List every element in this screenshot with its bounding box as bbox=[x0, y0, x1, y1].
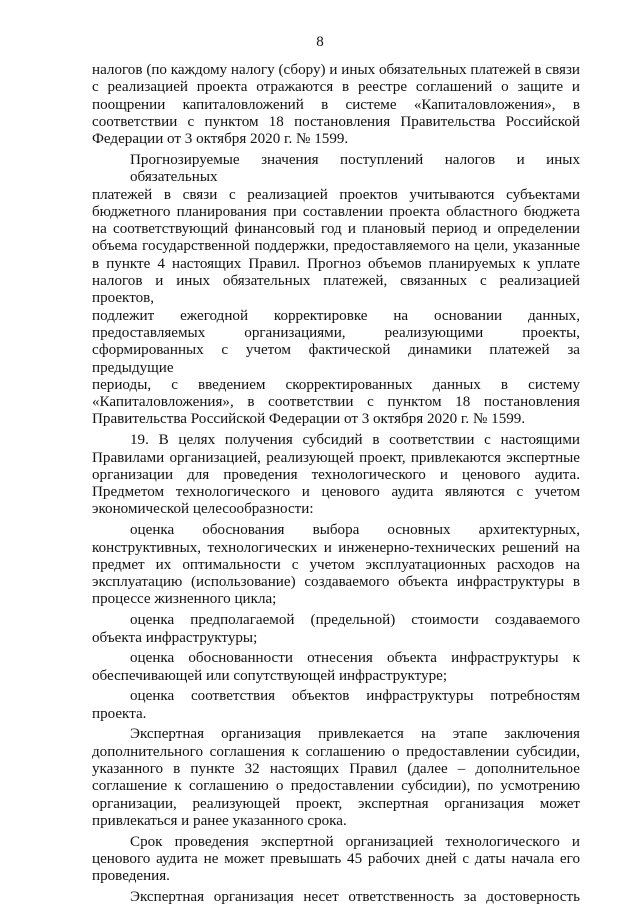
text-line: ценового аудита не может превышать 45 рабочих дней с даты начала его bbox=[92, 851, 580, 868]
text-line: проведения. bbox=[92, 868, 170, 885]
text-line: соответствии с пунктом 18 постановления Правительства Российской bbox=[92, 113, 580, 130]
document-body-text bbox=[92, 62, 580, 906]
text-line: предоставляемых организациями, реализующими проекты, bbox=[92, 324, 580, 341]
text-line: предмет их оптимальности с учетом эксплуатационных расходов на bbox=[92, 556, 580, 573]
text-line: дополнительного соглашения к соглашению о предоставлении субсидии, bbox=[92, 743, 580, 760]
text-line: 19. В целях получения субсидий в соответствии с настоящими bbox=[130, 432, 580, 449]
text-line: налогов (по каждому налогу (сбору) и иных обязательных платежей в связи bbox=[92, 62, 580, 78]
text-line: оценка обоснованности отнесения объекта инфраструктуры к bbox=[130, 650, 580, 667]
text-line: Предметом технологического и ценового аудита являются с учетом bbox=[92, 484, 580, 501]
text-line: процессе жизненного цикла; bbox=[92, 591, 277, 608]
text-line: налогов и иных обязательных платежей, связанных с реализацией проектов, bbox=[92, 273, 580, 307]
text-line: Прогнозируемые значения поступлений налогов и иных обязательных bbox=[130, 151, 580, 186]
text-line: объекта инфраструктуры; bbox=[92, 629, 258, 646]
text-line: на соответствующий финансовый год и плановый период и определении bbox=[92, 221, 580, 238]
text-line: организации, реализующей проект, экспертная организация может bbox=[92, 795, 580, 812]
text-line: оценка соответствия объектов инфраструктуры потребностям bbox=[130, 688, 580, 705]
text-line: обеспечивающей или сопутствующей инфраструктуре; bbox=[92, 667, 448, 684]
text-line: экономической целесообразности: bbox=[92, 501, 314, 518]
text-line: Правительства Российской Федерации от 3 октября 2020 г. № 1599. bbox=[92, 411, 526, 428]
text-line: в пункте 4 настоящих Правил. Прогноз объемов планируемых к уплате bbox=[92, 255, 580, 272]
text-line: эксплуатацию (использование) создаваемого объекта инфраструктуры в bbox=[92, 574, 580, 591]
text-line: конструктивных, технологических и инженерно-технических решений на bbox=[92, 539, 580, 556]
text-line: Экспертная организация несет ответственность за достоверность bbox=[130, 889, 580, 906]
text-line: Экспертная организация привлекается на этапе заключения bbox=[130, 726, 580, 743]
text-line: объема государственной поддержки, предоставляемого на цели, указанные bbox=[92, 238, 580, 255]
text-line: периоды, с введением скорректированных данных в систему bbox=[92, 376, 580, 393]
text-line: с реализацией проекта отражаются в реестре соглашений о защите и bbox=[92, 79, 580, 96]
text-line: привлекаться и ранее указанного срока. bbox=[92, 812, 347, 829]
text-line: «Капиталовложения», в соответствии с пунктом 18 постановления bbox=[92, 394, 580, 411]
text-line: оценка предполагаемой (предельной) стоимости создаваемого bbox=[130, 612, 580, 629]
text-line: проекта. bbox=[92, 705, 147, 722]
text-line: подлежит ежегодной корректировке на основании данных, bbox=[92, 307, 580, 324]
page-number: 8 bbox=[316, 34, 324, 50]
text-line: Срок проведения экспертной организацией технологического и bbox=[130, 833, 580, 850]
text-line: соглашение к соглашению о предоставлении субсидии), по усмотрению bbox=[92, 778, 580, 795]
text-line: оценка обоснования выбора основных архитектурных, bbox=[130, 522, 580, 539]
text-line: поощрении капиталовложений в системе «Капиталовложения», в bbox=[92, 96, 580, 113]
text-line: бюджетного планирования при составлении проекта областного бюджета bbox=[92, 203, 580, 220]
text-line: сформированных с учетом фактической динамики платежей за предыдущие bbox=[92, 342, 580, 376]
text-line: организации для проведения технологического и ценового аудита. bbox=[92, 466, 580, 483]
text-line: платежей в связи с реализацией проектов учитываются субъектами bbox=[92, 186, 580, 203]
text-line: указанного в пункте 32 настоящих Правил (далее – дополнительное bbox=[92, 761, 580, 778]
text-line: Федерации от 3 октября 2020 г. № 1599. bbox=[92, 131, 349, 148]
text-line: Правилами организацией, реализующей проект, привлекаются экспертные bbox=[92, 449, 580, 466]
